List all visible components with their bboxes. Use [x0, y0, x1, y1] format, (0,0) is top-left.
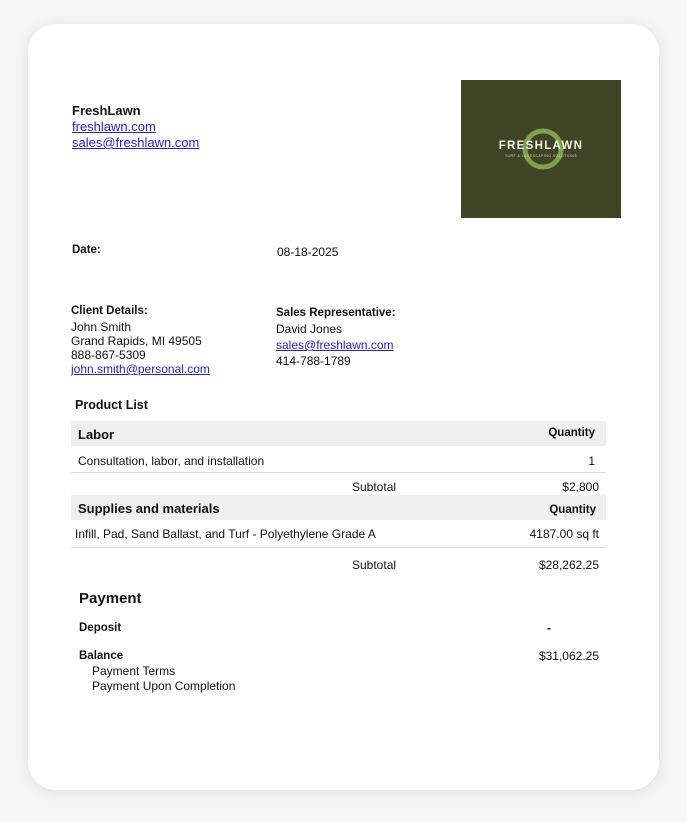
sales-rep-email-link[interactable]: sales@freshlawn.com	[276, 338, 394, 352]
client-name: John Smith	[71, 320, 132, 334]
company-logo	[461, 80, 621, 218]
supplies-item-quantity: 4187.00 sq ft	[529, 527, 599, 541]
supplies-subtotal-value: $28,262.25	[538, 558, 599, 572]
balance-value: $31,062.25	[538, 649, 599, 663]
product-list-title: Product List	[75, 398, 148, 412]
labor-quantity-header: Quantity	[548, 427, 595, 439]
payment-title: Payment	[79, 590, 142, 607]
sales-rep-phone: 414-788-1789	[276, 354, 351, 368]
client-email-link[interactable]: john.smith@personal.com	[71, 362, 210, 376]
supplies-subtotal-label: Subtotal	[352, 558, 397, 572]
deposit-label: Deposit	[79, 622, 122, 634]
divider	[71, 547, 606, 548]
supplies-quantity-header: Quantity	[549, 504, 596, 516]
labor-section-title: Labor	[78, 427, 115, 442]
date-value: 08-18-2025	[277, 245, 339, 259]
sales-rep-label: Sales Representative:	[276, 307, 396, 319]
payment-terms-label: Payment Terms	[92, 664, 176, 678]
supplies-section-header	[71, 495, 606, 520]
labor-section-header	[71, 421, 606, 446]
client-address: Grand Rapids, MI 49505	[71, 334, 202, 348]
divider	[71, 472, 606, 473]
deposit-value: -	[547, 621, 551, 635]
balance-label: Balance	[79, 650, 124, 662]
logo-wordmark: FRESHLAWN	[498, 140, 584, 152]
supplies-item: Infill, Pad, Sand Ballast, and Turf - Polyethylene Grade A	[75, 527, 376, 541]
labor-item: Consultation, labor, and installation	[78, 454, 265, 468]
labor-subtotal-value: $2,800	[562, 480, 599, 494]
logo-tagline: TURF & LANDSCAPING SOLUTIONS	[504, 154, 578, 158]
company-email-link[interactable]: sales@freshlawn.com	[72, 135, 200, 150]
labor-subtotal-label: Subtotal	[352, 480, 397, 494]
labor-item-quantity: 1	[588, 454, 595, 468]
payment-terms-value: Payment Upon Completion	[92, 679, 236, 693]
company-name: FreshLawn	[72, 103, 141, 118]
sales-rep-name: David Jones	[276, 322, 343, 336]
supplies-section-title: Supplies and materials	[78, 501, 220, 516]
client-details-label: Client Details:	[71, 305, 148, 317]
date-label: Date:	[72, 244, 101, 256]
company-website-link[interactable]: freshlawn.com	[72, 119, 156, 134]
client-phone: 888-867-5309	[71, 348, 146, 362]
